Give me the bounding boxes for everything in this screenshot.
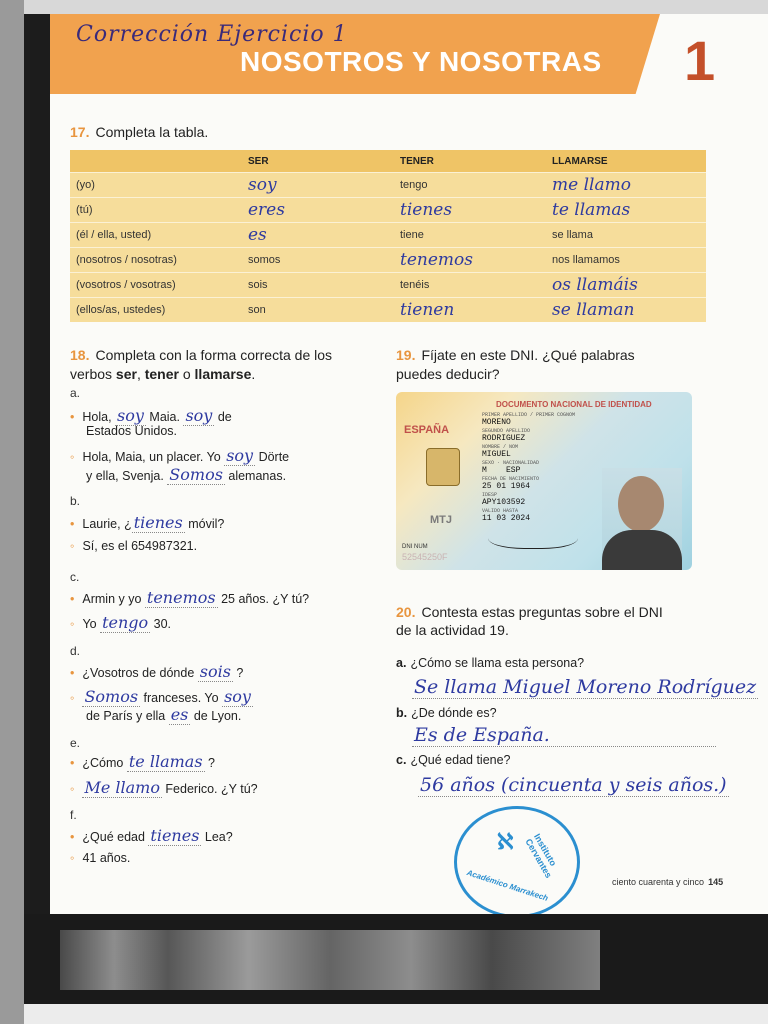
id-card-country: ESPAÑA — [404, 424, 450, 436]
col-tener: TENER — [394, 150, 546, 173]
exercise-17-title: 17. Completa la tabla. — [70, 124, 209, 140]
page-title: NOSOTROS Y NOSOTRAS — [240, 46, 602, 77]
answer-c: 56 años (cincuenta y seis años.) — [420, 774, 727, 796]
conjugation-table — [70, 150, 706, 322]
item-letter: e. — [70, 736, 81, 750]
item-letter: d. — [70, 644, 81, 658]
sentence-b2: ◦ Sí, es el 654987321. — [70, 539, 198, 553]
exercise-18-title: 18. Completa con la forma correcta de los — [70, 347, 333, 363]
item-letter: a. — [70, 386, 81, 400]
sentence-a1-cont: Estados Unidos. — [86, 424, 178, 438]
unit-number: 1 — [684, 29, 716, 92]
exercise-20-title: 20. Contesta estas preguntas sobre el DNI — [396, 604, 663, 620]
id-birth-date: 25 01 1964 — [482, 482, 531, 491]
col-llamarse: LLAMARSE — [546, 150, 706, 173]
answer-a: Se llama Miguel Moreno Rodríguez — [414, 676, 757, 698]
exercise-19-title-2: puedes deducir? — [396, 366, 500, 382]
item-letter: c. — [70, 570, 80, 584]
sentence-d2: ◦ Somos franceses. Yo soy — [70, 687, 251, 706]
id-card-image: DOCUMENTO NACIONAL DE IDENTIDAD ESPAÑA PRIMER APELLIDO / PRIMER COGNOM MORENO SEGUNDO APELLIDO RODRIGUEZ NOMBRE / NOM MIGUEL SEXO · NACIONALIDAD M ESP FECHA DE NACIMIENTO 25 01 1964 IDESP APY103592 VALIDO HASTA 11 03 2024 MTJ DNI NUM 52545250F — [396, 392, 692, 570]
handwritten-heading: Corrección Ejercicio 1 — [76, 22, 348, 47]
id-idesp: APY103592 — [482, 498, 526, 507]
id-expiry: 11 03 2024 — [482, 514, 531, 523]
sentence-a1: • Hola, soy Maia. soy de — [70, 406, 232, 425]
item-letter: b. — [70, 494, 81, 508]
sentence-e1: • ¿Cómo te llamas ? — [70, 752, 215, 771]
col-ser: SER — [242, 150, 394, 173]
sentence-c2: ◦ Yo tengo 30. — [70, 613, 171, 632]
scan-shadow-edge — [24, 14, 50, 914]
signature-icon — [488, 522, 578, 549]
table-row: (él / ella, usted) es tiene se llama — [70, 223, 706, 248]
question-a: a. ¿Cómo se llama esta persona? — [396, 656, 585, 670]
answer-b: Es de España. — [412, 724, 716, 747]
exercise-20-title-2: de la actividad 19. — [396, 622, 509, 638]
id-number: 52545250F — [402, 552, 448, 562]
exercise-18-title-2: verbos ser, tener o llamarse. — [70, 366, 256, 382]
sentence-d1: • ¿Vosotros de dónde sois ? — [70, 662, 244, 681]
sentence-f2: ◦ 41 años. — [70, 851, 131, 865]
chip-icon — [426, 448, 460, 486]
sentence-a2-cont: y ella, Svenja. Somos alemanas. — [86, 465, 287, 484]
page-footer: ciento cuarenta y cinco 145 — [612, 877, 724, 887]
id-surname-1: MORENO — [482, 418, 511, 427]
exercise-19-title: 19. Fíjate en este DNI. ¿Qué palabras — [396, 347, 635, 363]
question-c: c. ¿Qué edad tiene? — [396, 753, 511, 767]
id-card-header: DOCUMENTO NACIONAL DE IDENTIDAD — [496, 400, 652, 409]
id-surname-2: RODRIGUEZ — [482, 434, 526, 443]
scan-margin — [0, 0, 24, 1024]
item-letter: f. — [70, 808, 77, 822]
question-b: b. ¿De dónde es? — [396, 706, 497, 720]
institute-stamp: ℵ Instituto Cervantes Académico Marrakech — [454, 806, 580, 918]
table-row: (tú) eres tienes te llamas — [70, 198, 706, 223]
table-row: (ellos/as, ustedes) son tienen se llaman — [70, 298, 706, 323]
sentence-f1: • ¿Qué edad tienes Lea? — [70, 826, 233, 845]
table-row: (yo) soy tengo me llamo — [70, 173, 706, 198]
table-row: (vosotros / vosotras) sois tenéis os llamáis — [70, 273, 706, 298]
id-mtj: MTJ — [430, 514, 452, 526]
sentence-c1: • Armin y yo tenemos 25 años. ¿Y tú? — [70, 588, 310, 607]
person-photo-icon — [618, 476, 664, 532]
sentence-e2: ◦ Me llamo Federico. ¿Y tú? — [70, 778, 258, 797]
page-number: 145 — [708, 877, 724, 887]
stamp-logo-icon: ℵ — [497, 829, 514, 854]
id-name: MIGUEL — [482, 450, 511, 459]
sentence-a2: ◦ Hola, Maia, un placer. Yo soy Dörte — [70, 446, 290, 465]
sentence-d2-cont: de París y ella es de Lyon. — [86, 705, 242, 724]
sentence-b1: • Laurie, ¿ tienes móvil? — [70, 513, 225, 532]
id-sex-nationality: M ESP — [482, 466, 521, 475]
table-row: (nosotros / nosotras) somos tenemos nos llamamos — [70, 248, 706, 273]
